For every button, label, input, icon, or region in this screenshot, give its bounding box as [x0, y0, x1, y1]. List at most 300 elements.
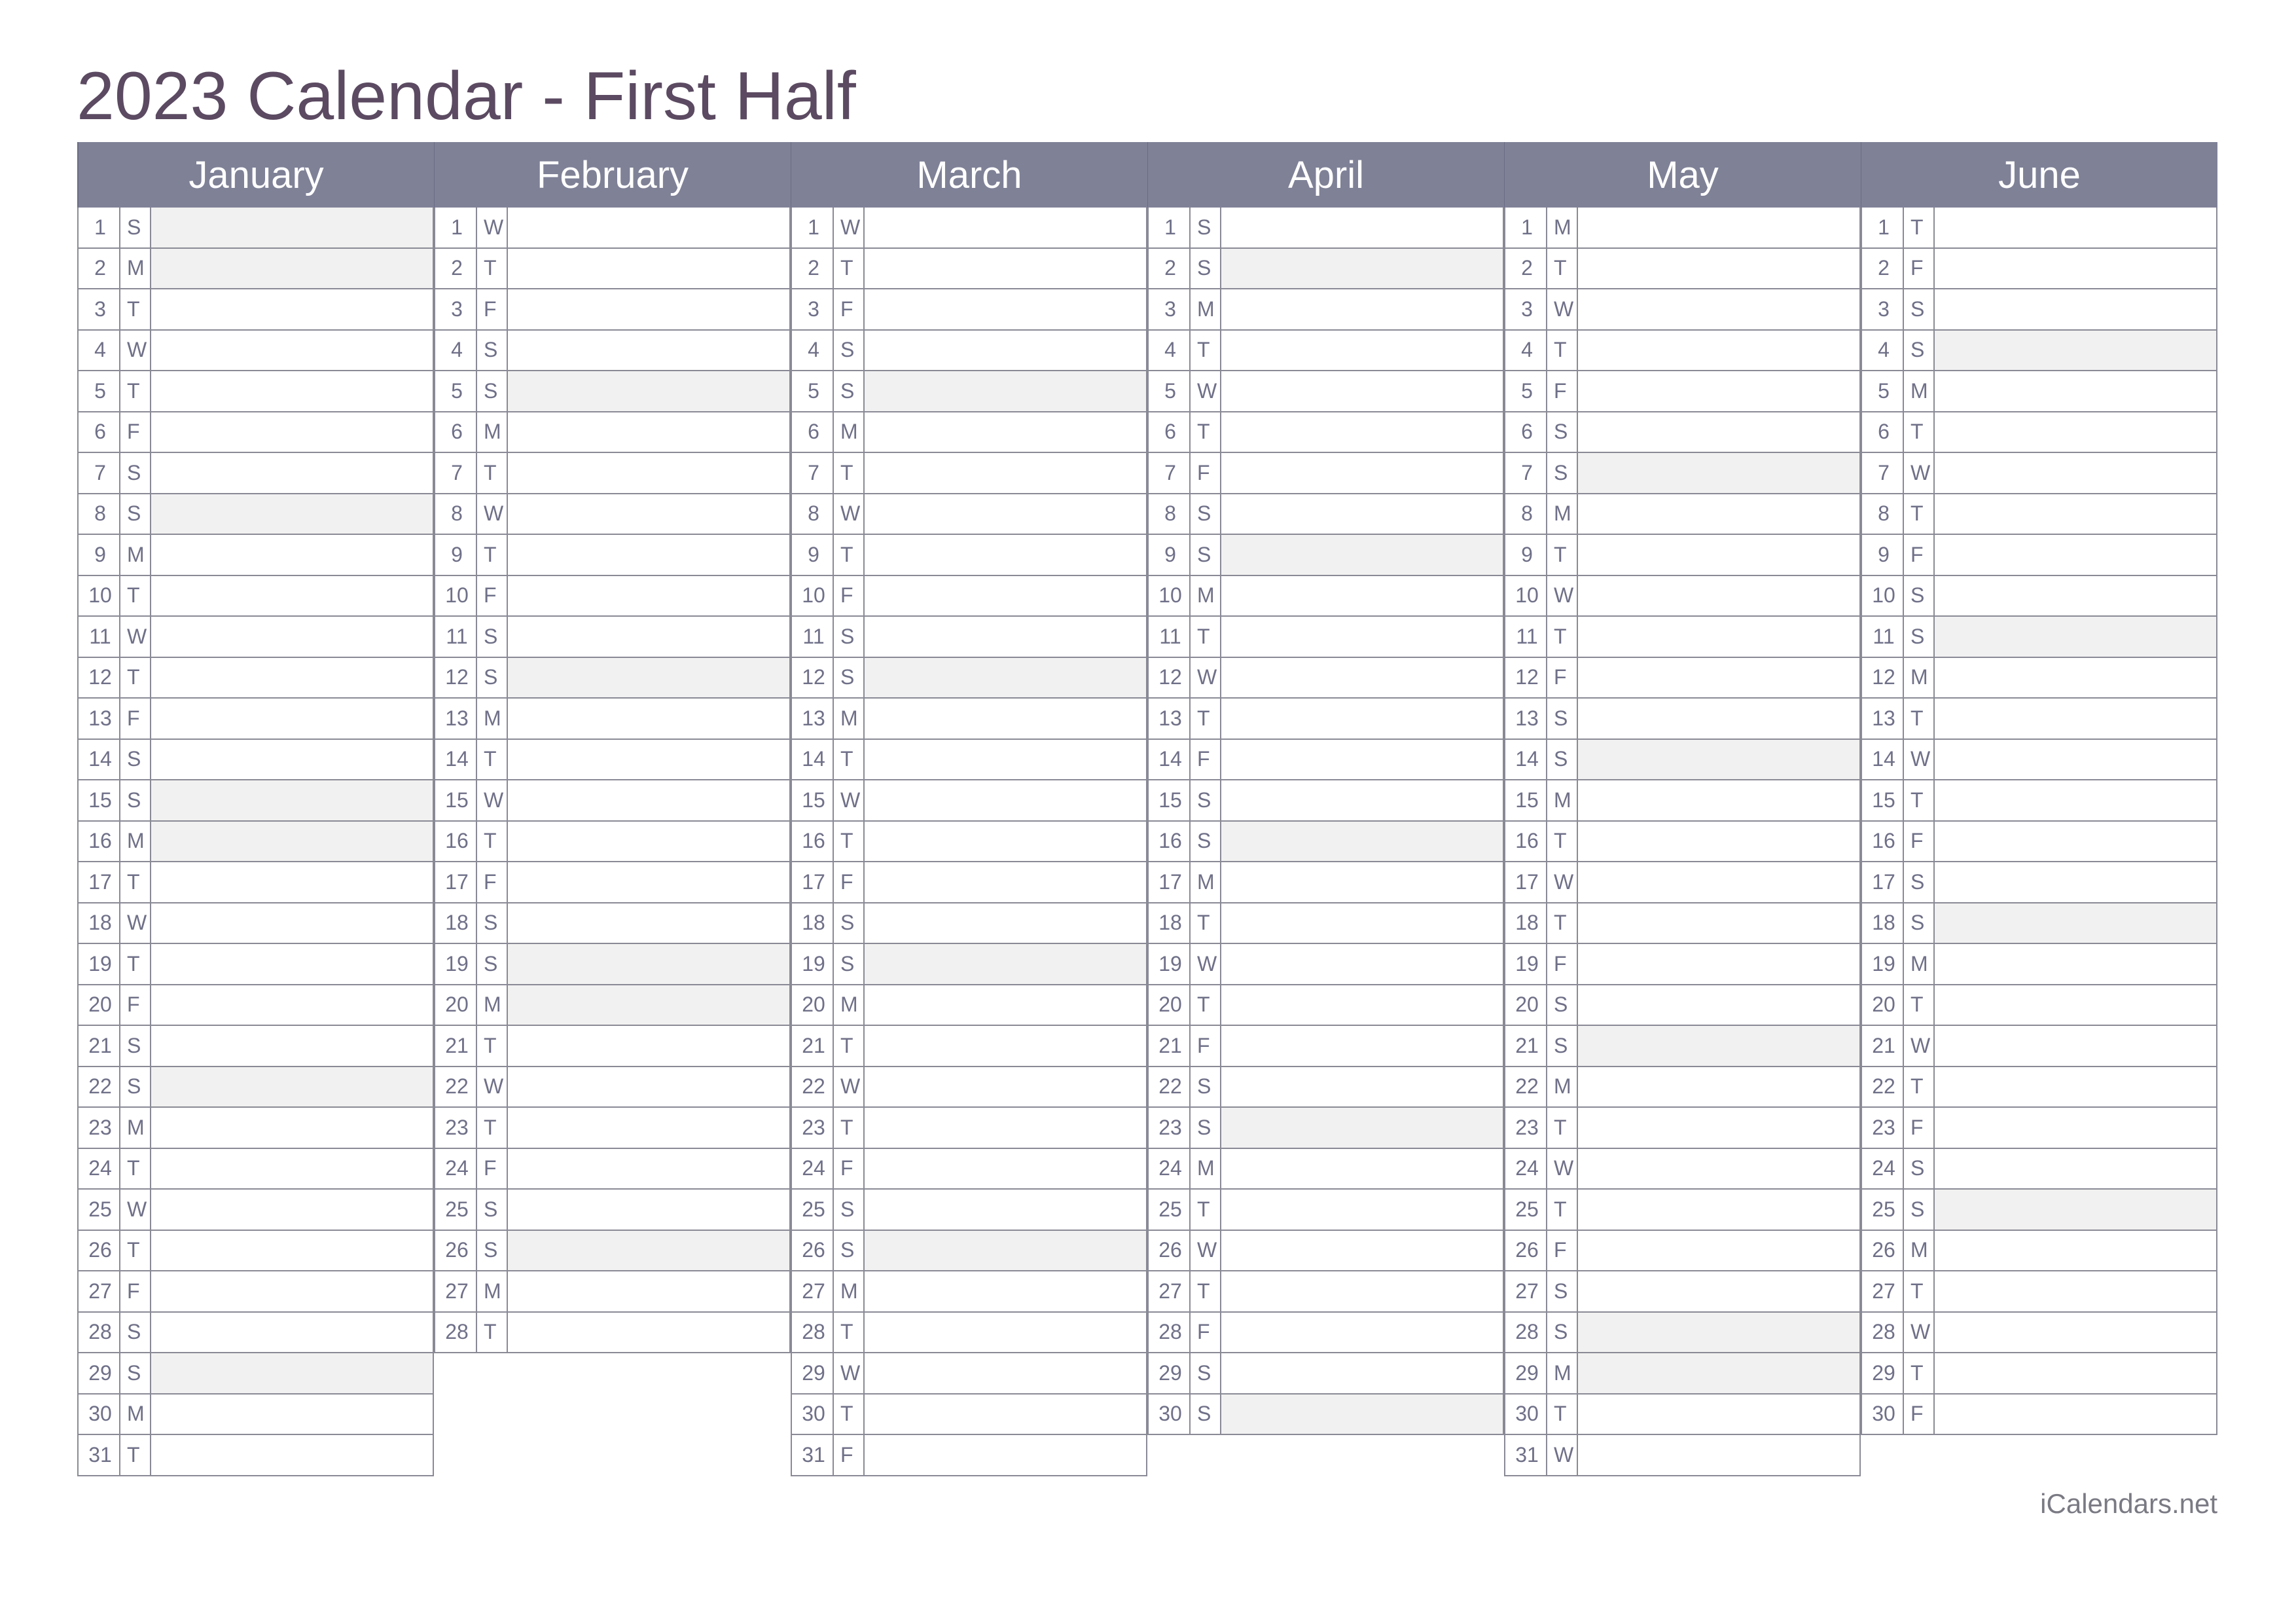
day-number: 4	[435, 331, 477, 371]
day-row	[1147, 862, 1504, 903]
day-row	[1504, 576, 1861, 617]
day-row	[1147, 985, 1504, 1027]
day-note-cell	[1221, 658, 1503, 698]
weekday-letter: M	[1191, 862, 1221, 902]
day-note-cell	[508, 1271, 789, 1311]
day-number: 12	[1505, 658, 1547, 698]
day-note-cell	[1578, 371, 1859, 411]
weekday-letter: S	[1547, 1026, 1578, 1066]
day-row	[791, 453, 1147, 494]
day-number: 6	[1862, 412, 1904, 452]
day-row	[434, 1149, 791, 1190]
day-row	[791, 1353, 1147, 1395]
day-number: 10	[792, 576, 834, 616]
day-note-cell	[508, 453, 789, 493]
day-note-cell	[1578, 576, 1859, 616]
day-note-cell	[1578, 944, 1859, 984]
day-note-cell	[1935, 740, 2216, 780]
weekday-letter: M	[834, 985, 865, 1025]
day-number: 19	[1505, 944, 1547, 984]
day-row	[1504, 1395, 1861, 1436]
day-number: 29	[1149, 1353, 1191, 1393]
day-note-cell	[1578, 699, 1859, 739]
day-row	[77, 494, 434, 536]
weekday-letter: M	[1904, 1231, 1935, 1271]
day-note-cell	[1221, 1108, 1503, 1148]
day-note-cell	[1935, 371, 2216, 411]
day-number: 7	[435, 453, 477, 493]
day-number: 27	[1505, 1271, 1547, 1311]
weekday-letter: S	[1547, 1313, 1578, 1353]
weekday-letter: M	[120, 822, 151, 862]
weekday-letter: W	[1191, 944, 1221, 984]
weekday-letter: F	[120, 699, 151, 739]
day-note-cell	[865, 494, 1146, 534]
weekday-letter: T	[1191, 699, 1221, 739]
weekday-letter: T	[120, 944, 151, 984]
day-row	[1147, 576, 1504, 617]
weekday-letter: T	[834, 1108, 865, 1148]
day-number: 9	[1149, 535, 1191, 575]
day-row	[1861, 289, 2217, 331]
day-number: 17	[1505, 862, 1547, 902]
weekday-letter: F	[1547, 1231, 1578, 1271]
day-note-cell	[508, 1231, 789, 1271]
day-note-cell	[1935, 494, 2216, 534]
day-row	[434, 371, 791, 412]
day-note-cell	[1578, 208, 1859, 247]
day-row	[1504, 740, 1861, 781]
day-number: 12	[792, 658, 834, 698]
weekday-letter: T	[1904, 1353, 1935, 1393]
day-number: 15	[79, 780, 120, 820]
day-note-cell	[508, 1108, 789, 1148]
weekday-letter: M	[1547, 780, 1578, 820]
day-number: 13	[1149, 699, 1191, 739]
day-number: 14	[1149, 740, 1191, 780]
day-number: 29	[1862, 1353, 1904, 1393]
weekday-letter: F	[834, 289, 865, 329]
day-row	[791, 944, 1147, 985]
day-row	[791, 535, 1147, 576]
day-row	[791, 331, 1147, 372]
weekday-letter: S	[1904, 576, 1935, 616]
day-note-cell	[1935, 1231, 2216, 1271]
weekday-letter: S	[834, 944, 865, 984]
day-row	[1861, 822, 2217, 863]
weekday-letter: T	[477, 535, 508, 575]
day-row	[1504, 1067, 1861, 1108]
weekday-letter: F	[1547, 944, 1578, 984]
weekday-letter: W	[1904, 1026, 1935, 1066]
weekday-letter: S	[1547, 453, 1578, 493]
weekday-letter: T	[120, 371, 151, 411]
day-note-cell	[151, 699, 433, 739]
weekday-letter: S	[477, 1190, 508, 1230]
day-note-cell	[865, 658, 1146, 698]
day-row	[77, 535, 434, 576]
day-row	[434, 1271, 791, 1313]
day-note-cell	[508, 985, 789, 1025]
day-row	[1147, 289, 1504, 331]
day-note-cell	[1578, 1190, 1859, 1230]
day-note-cell	[865, 699, 1146, 739]
day-note-cell	[865, 617, 1146, 657]
weekday-letter: W	[1191, 1231, 1221, 1271]
weekday-letter: F	[1904, 249, 1935, 289]
day-number: 22	[79, 1067, 120, 1107]
day-row	[791, 780, 1147, 822]
day-row	[1147, 699, 1504, 740]
weekday-letter: T	[120, 1435, 151, 1475]
day-number: 25	[1505, 1190, 1547, 1230]
weekday-letter: W	[120, 903, 151, 943]
weekday-letter: M	[1547, 1353, 1578, 1393]
day-row	[1504, 617, 1861, 658]
day-number: 23	[792, 1108, 834, 1148]
day-number: 8	[79, 494, 120, 534]
day-note-cell	[865, 1395, 1146, 1434]
day-number: 30	[1149, 1395, 1191, 1434]
day-number: 21	[792, 1026, 834, 1066]
day-note-cell	[865, 1149, 1146, 1189]
day-note-cell	[508, 208, 789, 247]
weekday-letter: S	[1904, 1190, 1935, 1230]
day-row	[1861, 740, 2217, 781]
day-row	[791, 576, 1147, 617]
day-note-cell	[1935, 576, 2216, 616]
weekday-letter: T	[477, 453, 508, 493]
day-note-cell	[865, 249, 1146, 289]
day-number: 10	[1149, 576, 1191, 616]
weekday-letter: S	[1191, 780, 1221, 820]
day-note-cell	[1578, 985, 1859, 1025]
day-number: 3	[1149, 289, 1191, 329]
day-row	[77, 780, 434, 822]
day-note-cell	[1935, 617, 2216, 657]
day-note-cell	[1935, 862, 2216, 902]
day-row	[791, 740, 1147, 781]
day-note-cell	[508, 494, 789, 534]
day-note-cell	[151, 1353, 433, 1393]
weekday-letter: W	[1904, 740, 1935, 780]
day-note-cell	[865, 576, 1146, 616]
day-row	[1504, 1026, 1861, 1067]
day-number: 20	[792, 985, 834, 1025]
calendar-grid	[77, 142, 2217, 1476]
day-row	[1504, 1190, 1861, 1231]
weekday-letter: T	[1191, 985, 1221, 1025]
day-number: 27	[792, 1271, 834, 1311]
weekday-letter: S	[834, 1190, 865, 1230]
day-number: 4	[1505, 331, 1547, 371]
day-note-cell	[1221, 249, 1503, 289]
day-number: 13	[792, 699, 834, 739]
day-number: 14	[79, 740, 120, 780]
day-row	[1504, 862, 1861, 903]
day-row	[1147, 331, 1504, 372]
day-row	[1504, 289, 1861, 331]
day-number: 5	[435, 371, 477, 411]
weekday-letter: S	[120, 1067, 151, 1107]
day-row	[77, 249, 434, 290]
weekday-letter: F	[1547, 658, 1578, 698]
day-number: 19	[435, 944, 477, 984]
day-number: 28	[1149, 1313, 1191, 1353]
day-number: 19	[79, 944, 120, 984]
day-note-cell	[865, 862, 1146, 902]
day-number: 13	[1862, 699, 1904, 739]
day-row	[1504, 249, 1861, 290]
day-row	[791, 1067, 1147, 1108]
day-row	[434, 331, 791, 372]
weekday-letter: W	[834, 1353, 865, 1393]
month-column-march	[791, 142, 1147, 1476]
day-row	[1861, 780, 2217, 822]
weekday-letter: T	[834, 453, 865, 493]
weekday-letter: T	[834, 249, 865, 289]
day-note-cell	[865, 1067, 1146, 1107]
weekday-letter: T	[120, 1149, 151, 1189]
day-row	[1147, 1108, 1504, 1149]
weekday-letter: T	[1904, 699, 1935, 739]
day-number: 30	[79, 1395, 120, 1434]
weekday-letter: T	[1547, 331, 1578, 371]
weekday-letter: W	[1904, 1313, 1935, 1353]
day-number: 28	[435, 1313, 477, 1353]
day-row	[791, 862, 1147, 903]
day-number: 4	[792, 331, 834, 371]
day-note-cell	[508, 535, 789, 575]
weekday-letter: T	[1904, 985, 1935, 1025]
day-note-cell	[865, 453, 1146, 493]
day-row	[791, 903, 1147, 945]
day-row	[77, 822, 434, 863]
day-note-cell	[865, 780, 1146, 820]
day-row	[791, 822, 1147, 863]
day-note-cell	[1221, 1271, 1503, 1311]
day-note-cell	[1578, 903, 1859, 943]
day-number: 9	[792, 535, 834, 575]
day-row	[1861, 944, 2217, 985]
day-note-cell	[1935, 1067, 2216, 1107]
day-note-cell	[1221, 862, 1503, 902]
day-row	[1861, 371, 2217, 412]
weekday-letter: T	[477, 740, 508, 780]
weekday-letter: M	[477, 412, 508, 452]
weekday-letter: T	[1191, 412, 1221, 452]
weekday-letter: S	[1191, 1108, 1221, 1148]
day-row	[1504, 903, 1861, 945]
day-note-cell	[865, 822, 1146, 862]
day-row	[1861, 1067, 2217, 1108]
day-row	[77, 289, 434, 331]
day-note-cell	[1578, 331, 1859, 371]
weekday-letter: S	[120, 1313, 151, 1353]
weekday-letter: S	[477, 371, 508, 411]
day-number: 27	[1862, 1271, 1904, 1311]
day-note-cell	[508, 822, 789, 862]
weekday-letter: M	[120, 535, 151, 575]
day-note-cell	[151, 1149, 433, 1189]
day-row	[434, 740, 791, 781]
day-number: 9	[1862, 535, 1904, 575]
day-number: 18	[792, 903, 834, 943]
day-note-cell	[151, 944, 433, 984]
day-number: 18	[79, 903, 120, 943]
day-row	[1147, 658, 1504, 699]
day-note-cell	[1578, 1231, 1859, 1271]
weekday-letter: T	[834, 1395, 865, 1434]
day-note-cell	[1221, 1190, 1503, 1230]
weekday-letter: F	[834, 1435, 865, 1475]
day-number: 12	[79, 658, 120, 698]
day-note-cell	[1935, 453, 2216, 493]
day-number: 24	[435, 1149, 477, 1189]
weekday-letter: T	[1547, 822, 1578, 862]
weekday-letter: M	[1904, 658, 1935, 698]
day-note-cell	[865, 1271, 1146, 1311]
day-note-cell	[508, 576, 789, 616]
day-number: 14	[1862, 740, 1904, 780]
day-row	[1861, 1149, 2217, 1190]
weekday-letter: F	[1904, 1108, 1935, 1148]
weekday-letter: F	[834, 1149, 865, 1189]
day-number: 17	[435, 862, 477, 902]
day-row	[1504, 1313, 1861, 1354]
day-number: 16	[1149, 822, 1191, 862]
weekday-letter: S	[1191, 1353, 1221, 1393]
day-row	[1861, 331, 2217, 372]
day-note-cell	[151, 1190, 433, 1230]
weekday-letter: S	[477, 1231, 508, 1271]
day-number: 15	[792, 780, 834, 820]
day-number: 22	[435, 1067, 477, 1107]
weekday-letter: T	[834, 1313, 865, 1353]
day-note-cell	[508, 944, 789, 984]
day-note-cell	[1221, 740, 1503, 780]
day-number: 7	[1505, 453, 1547, 493]
day-row	[791, 1313, 1147, 1354]
day-row	[77, 453, 434, 494]
day-note-cell	[865, 331, 1146, 371]
day-row	[1861, 1190, 2217, 1231]
day-note-cell	[1221, 903, 1503, 943]
day-number: 20	[1505, 985, 1547, 1025]
day-row	[434, 944, 791, 985]
day-number: 30	[1862, 1395, 1904, 1434]
day-note-cell	[1221, 1395, 1503, 1434]
day-note-cell	[508, 862, 789, 902]
weekday-letter: M	[120, 249, 151, 289]
day-note-cell	[1935, 1190, 2216, 1230]
day-number: 27	[435, 1271, 477, 1311]
weekday-letter: T	[834, 1026, 865, 1066]
day-number: 2	[79, 249, 120, 289]
day-row	[791, 371, 1147, 412]
weekday-letter: M	[834, 699, 865, 739]
day-number: 12	[1862, 658, 1904, 698]
day-row	[791, 1231, 1147, 1272]
day-note-cell	[508, 412, 789, 452]
month-column-february	[434, 142, 791, 1476]
weekday-letter: F	[120, 1271, 151, 1311]
day-number: 24	[79, 1149, 120, 1189]
weekday-letter: S	[834, 903, 865, 943]
day-row	[434, 453, 791, 494]
day-number: 25	[1862, 1190, 1904, 1230]
day-note-cell	[1578, 862, 1859, 902]
weekday-letter: W	[834, 1067, 865, 1107]
weekday-letter: F	[477, 1149, 508, 1189]
weekday-letter: M	[120, 1108, 151, 1148]
day-number: 5	[79, 371, 120, 411]
day-note-cell	[865, 289, 1146, 329]
weekday-letter: W	[120, 331, 151, 371]
day-note-cell	[1578, 1026, 1859, 1066]
weekday-letter: S	[1904, 331, 1935, 371]
day-number: 20	[79, 985, 120, 1025]
weekday-letter: W	[1547, 1435, 1578, 1475]
weekday-letter: F	[834, 576, 865, 616]
day-note-cell	[151, 1435, 433, 1475]
day-note-cell	[508, 1026, 789, 1066]
weekday-letter: S	[1547, 740, 1578, 780]
day-note-cell	[1578, 822, 1859, 862]
month-header: May	[1504, 142, 1861, 208]
day-row	[434, 535, 791, 576]
day-note-cell	[151, 289, 433, 329]
day-number: 22	[792, 1067, 834, 1107]
day-row	[1504, 1435, 1861, 1476]
day-note-cell	[865, 903, 1146, 943]
day-number: 31	[792, 1435, 834, 1475]
day-note-cell	[151, 780, 433, 820]
day-note-cell	[1935, 1149, 2216, 1189]
day-number: 6	[792, 412, 834, 452]
day-note-cell	[865, 1353, 1146, 1393]
day-number: 28	[792, 1313, 834, 1353]
weekday-letter: W	[1547, 289, 1578, 329]
weekday-letter: T	[120, 576, 151, 616]
day-number: 5	[1505, 371, 1547, 411]
day-row	[434, 1313, 791, 1354]
day-row	[1147, 1231, 1504, 1272]
day-number: 11	[1149, 617, 1191, 657]
day-note-cell	[865, 535, 1146, 575]
day-note-cell	[865, 1313, 1146, 1353]
day-row	[77, 740, 434, 781]
site-credit: iCalendars.net	[2040, 1488, 2217, 1519]
day-note-cell	[1221, 699, 1503, 739]
day-row	[77, 208, 434, 249]
day-number: 9	[79, 535, 120, 575]
day-number: 3	[435, 289, 477, 329]
day-row	[77, 1067, 434, 1108]
day-row	[77, 1231, 434, 1272]
weekday-letter: S	[120, 780, 151, 820]
weekday-letter: W	[477, 208, 508, 247]
weekday-letter: W	[120, 617, 151, 657]
day-number: 24	[1505, 1149, 1547, 1189]
day-note-cell	[1935, 944, 2216, 984]
weekday-letter: S	[477, 617, 508, 657]
day-row	[1504, 1271, 1861, 1313]
day-number: 29	[79, 1353, 120, 1393]
day-note-cell	[151, 903, 433, 943]
weekday-letter: T	[1547, 249, 1578, 289]
weekday-letter: T	[1547, 1108, 1578, 1148]
